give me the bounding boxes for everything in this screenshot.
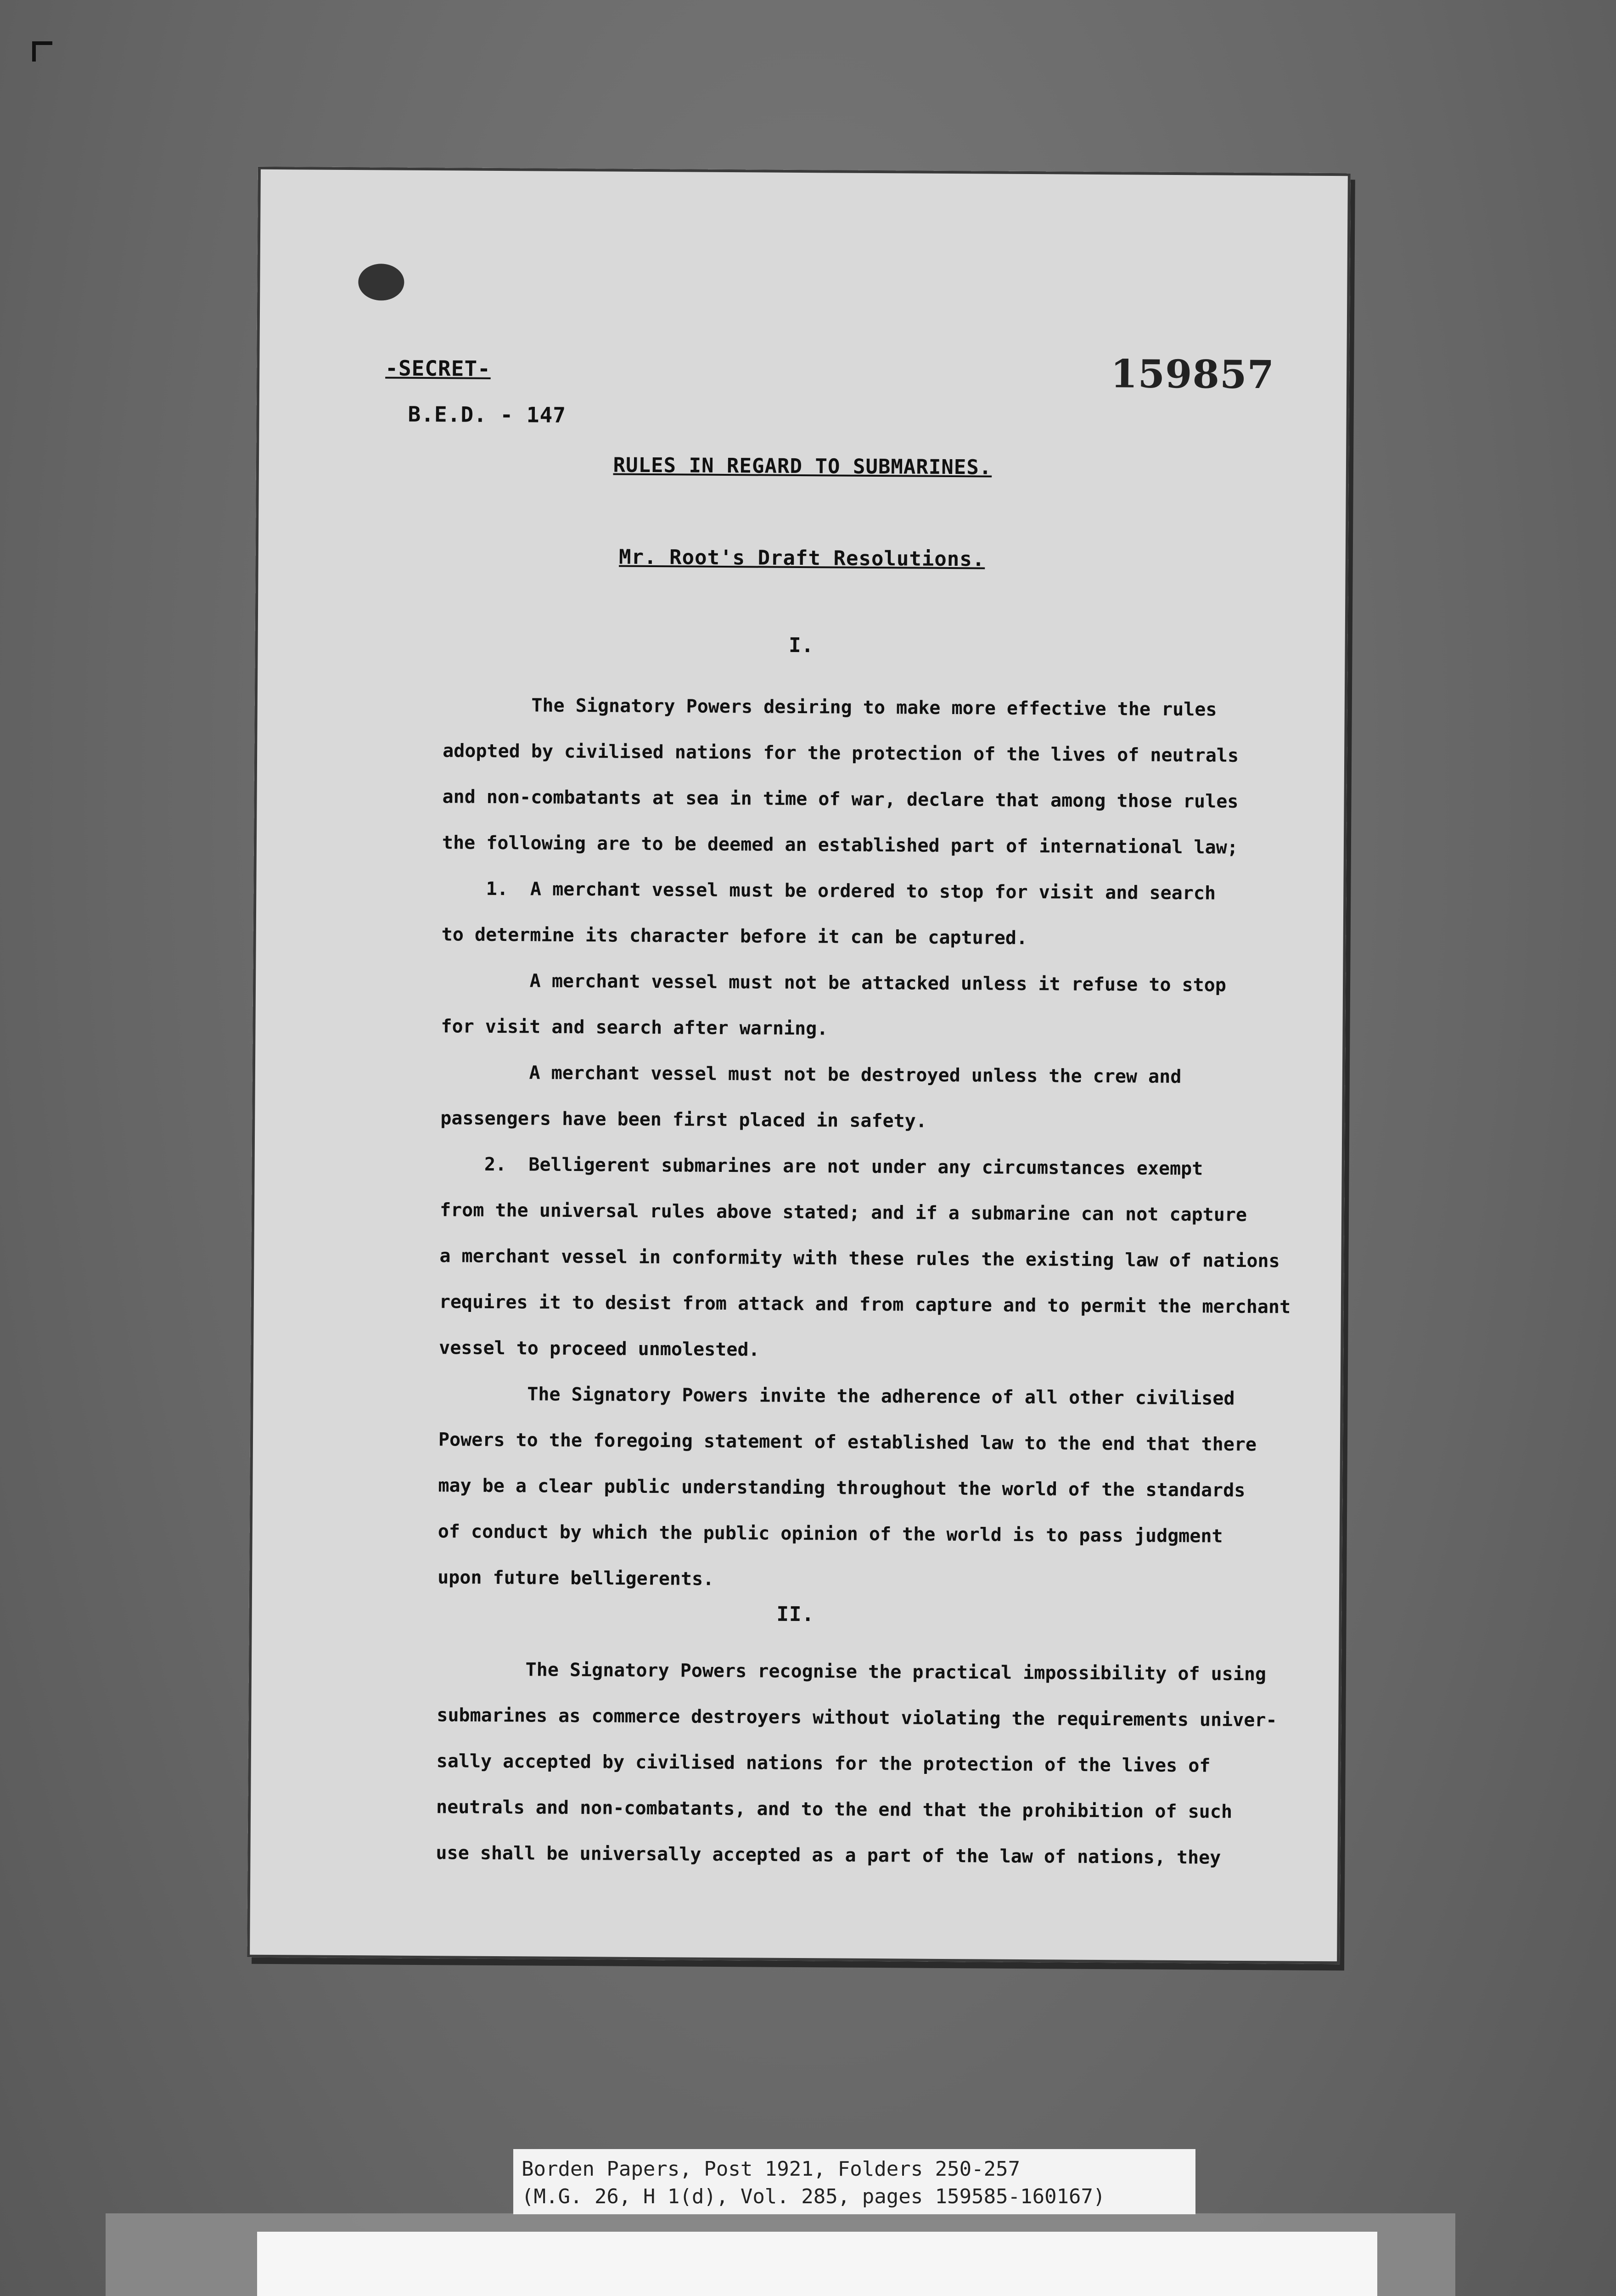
document-title: RULES IN REGARD TO SUBMARINES. — [613, 453, 992, 479]
paragraph-preamble: The Signatory Powers desiring to make more effective the rules adopted by civilised nations for the protection of the lives of neutrals and non-combatants at sea in time of war, declare that among those rules the following are to be deemed an established part of international law; — [442, 694, 1239, 858]
punch-hole — [358, 264, 404, 301]
source-label-line-1: Borden Papers, Post 1921, Folders 250-257 — [522, 2157, 1021, 2181]
paragraph-rule-1: 1. A merchant vessel must be ordered to stop for visit and search to determine its character before it can be captured. — [441, 878, 1216, 949]
archives-card — [257, 2232, 1377, 2296]
paragraph-rule-2: 2. Belligerent submarines are not under any circumstances exempt from the universal rules above stated; and if a submarine can not capture a merchant vessel in conformity with these rules the existing law of nations requires it to desist from attack and from capture and to permit the merchant vessel to proceed unmolested. — [439, 1154, 1291, 1361]
section-1-heading: I. — [788, 633, 814, 658]
paragraph-section-2: The Signatory Powers recognise the practical impossibility of using submarines as commerce destroyers without violating the requirements univer- sally accepted by civilised nations for the protection of the lives of neutrals and non-combatants, and to the end that the prohibition of such use shall be universally accepted as a part of the law of nations, they — [436, 1659, 1277, 1868]
paragraph-no-destroy: A merchant vessel must not be destroyed unless the crew and passengers have been first placed in safety. — [440, 1062, 1182, 1132]
document-page — [247, 167, 1351, 1964]
paragraph-no-attack: A merchant vessel must not be attacked unless it refuse to stop for visit and search after warning. — [441, 970, 1227, 1040]
source-label — [513, 2149, 1195, 2214]
document-reference: B.E.D. - 147 — [408, 401, 567, 428]
document-number-stamp: 159857 — [1110, 351, 1275, 398]
document-subtitle: Mr. Root's Draft Resolutions. — [618, 545, 985, 571]
source-label-line-2: (M.G. 26, H 1(d), Vol. 285, pages 159585-160167) — [522, 2185, 1105, 2208]
paragraph-adherence: The Signatory Powers invite the adherence of all other civilised Powers to the foregoing statement of established law to the end that there may be a clear public understanding throughout the world of the standards of conduct by which the public opinion of the world is to pass judgment upon future belligerents. — [438, 1383, 1257, 1590]
section-2-heading: II. — [776, 1602, 815, 1626]
corner-crop-mark — [32, 41, 52, 62]
classification-mark: -SECRET- — [385, 355, 491, 381]
